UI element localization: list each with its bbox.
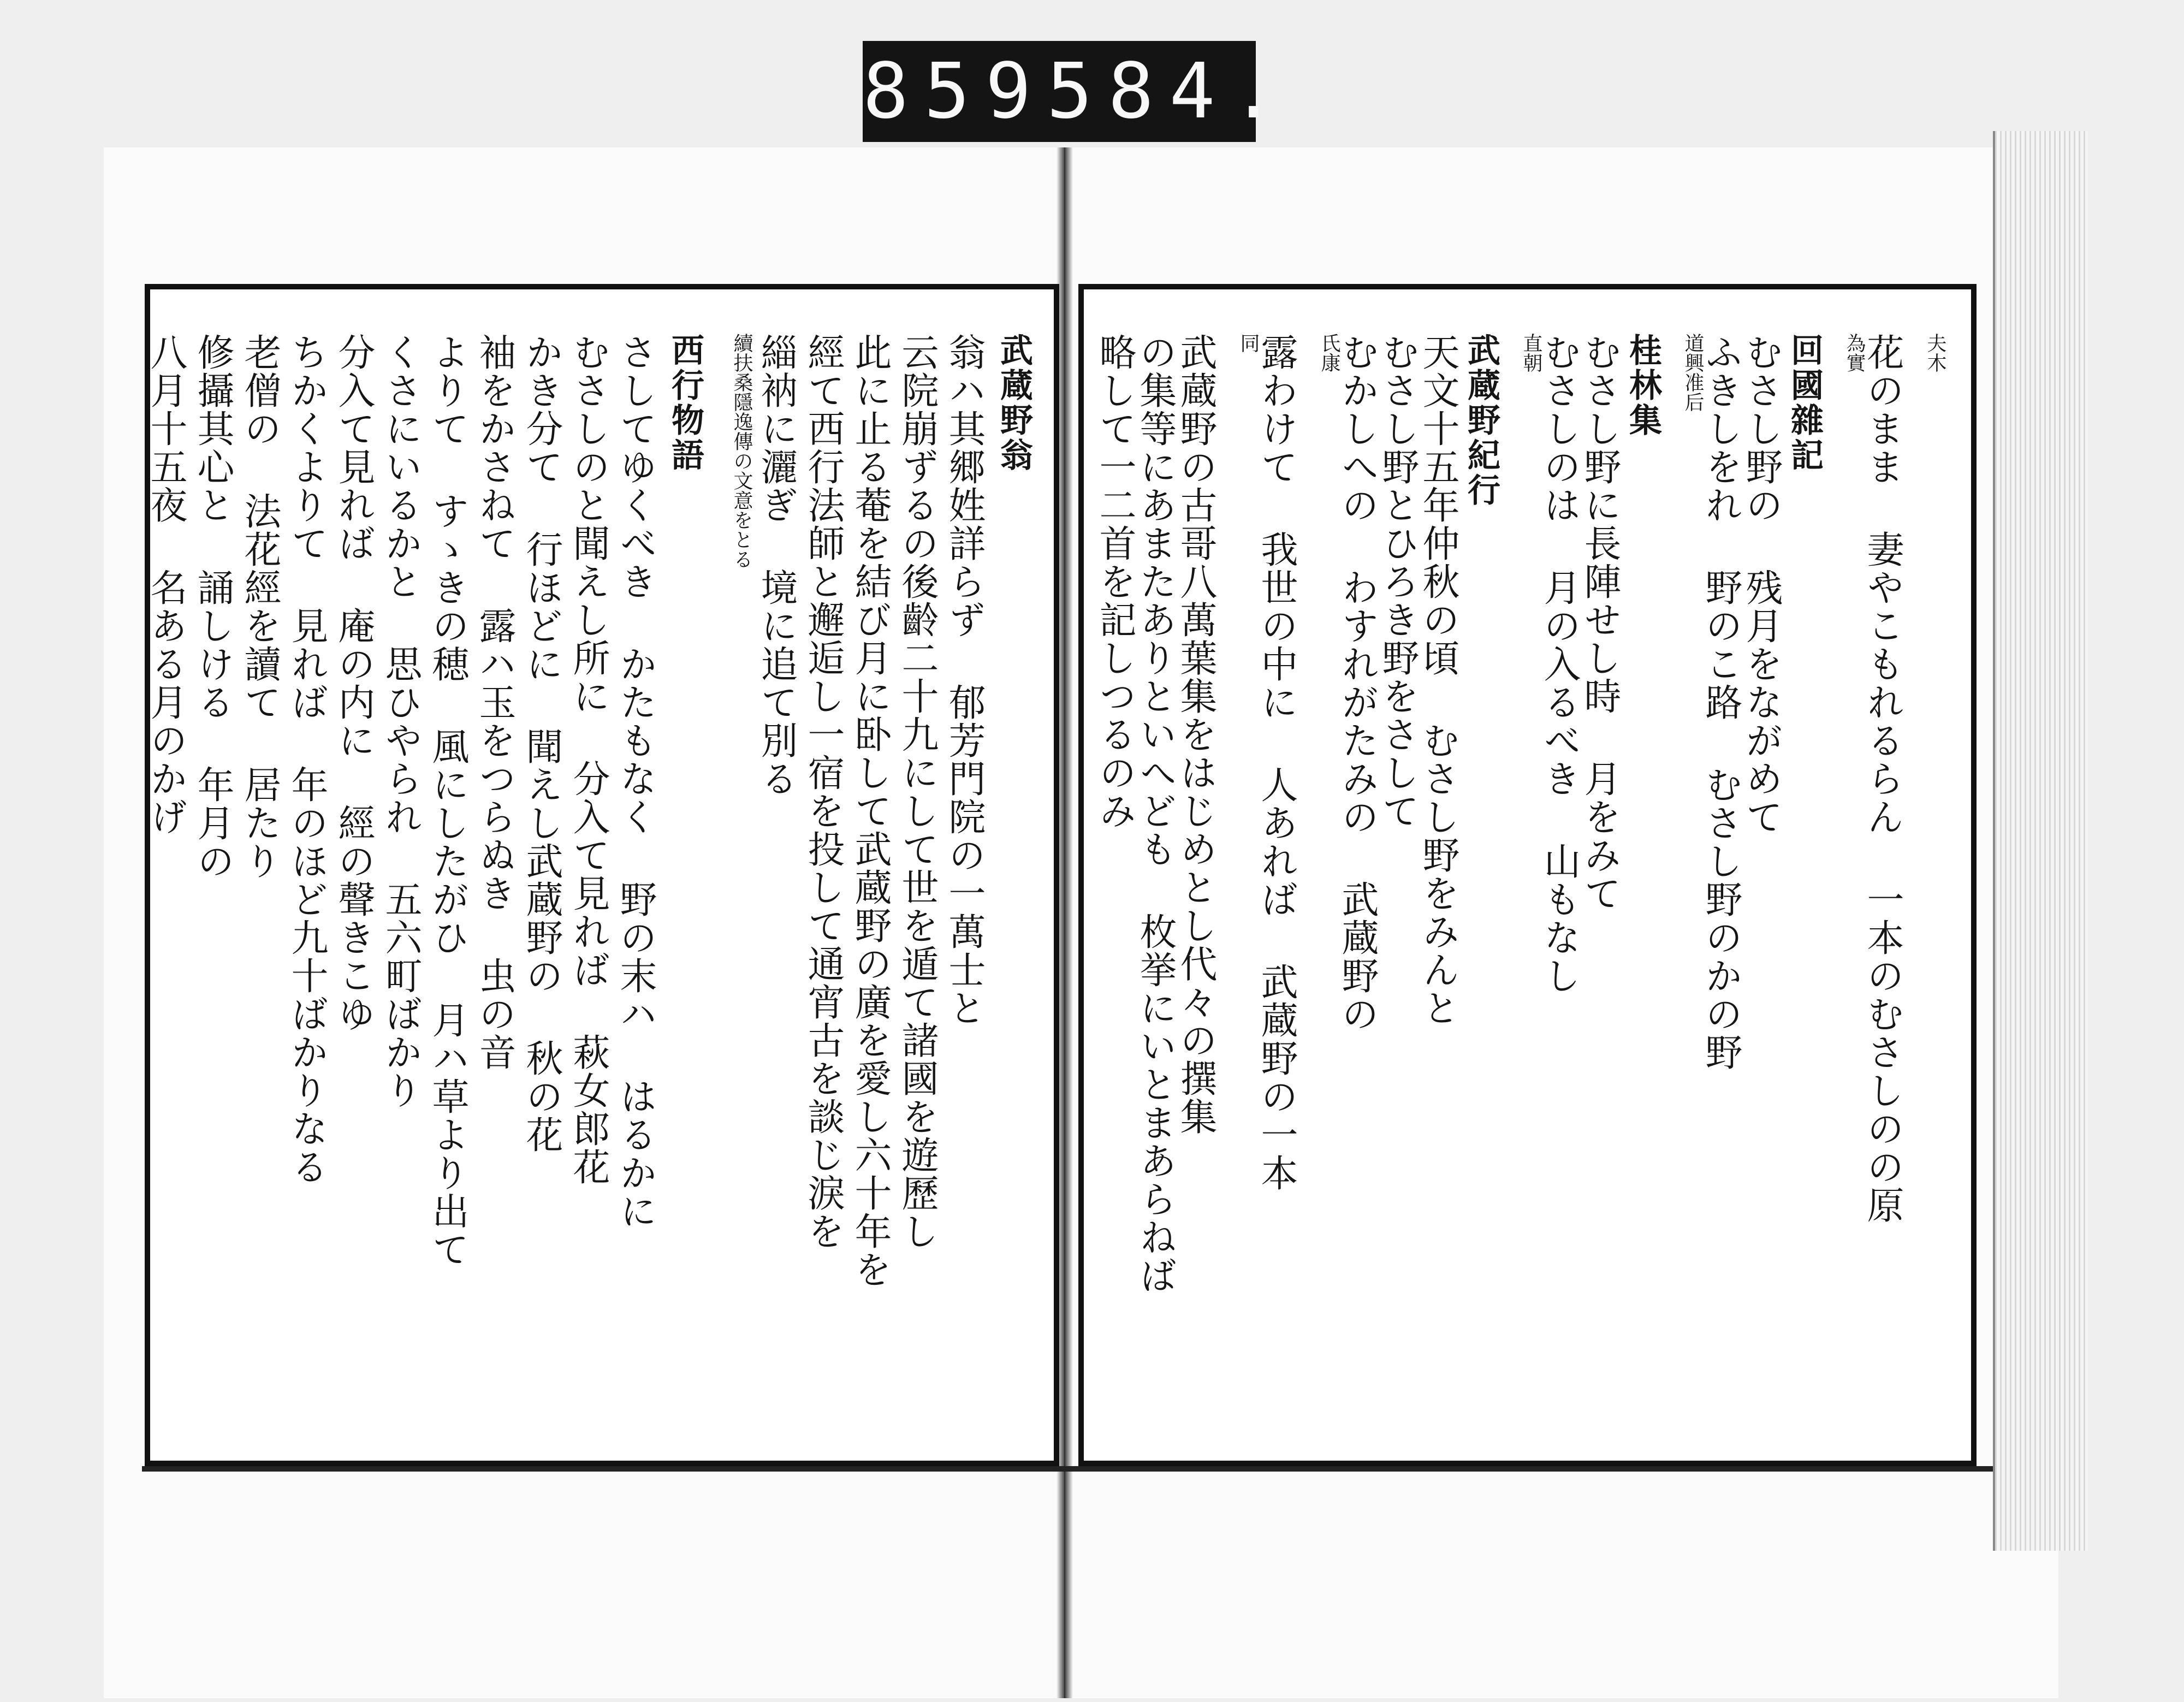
- right-page-column: 花のまま 妻やこもれるらん 一本のむさしのの原: [1861, 333, 1904, 1224]
- frame-counter: [863, 41, 1292, 142]
- right-page-column: 同: [1237, 333, 1260, 353]
- left-page-column: 袖をかさねて 露ハ玉をつらぬき 虫の音: [473, 333, 516, 1071]
- left-page-column: 武蔵野翁: [995, 333, 1033, 473]
- left-page-column: 緇衲に灑ぎ 境に追て別る: [755, 333, 798, 798]
- left-page-column: 翁ハ其郷姓詳らず 郁芳門院の一萬士と: [942, 333, 986, 1027]
- right-page-column: 為實: [1843, 333, 1866, 372]
- page-edges: [1993, 131, 2088, 1551]
- left-page-column: 云院崩ずるの後齡二十九にして世を遁て諸國を遊歷し: [895, 333, 939, 1250]
- bottom-rule: [142, 1466, 1993, 1472]
- left-page-column: むさしのと聞えし所に 分入て見れば 萩女郎花: [567, 333, 610, 1186]
- right-page-column: むかしへの わすれがたみの 武蔵野の: [1336, 333, 1379, 1033]
- right-page-column: 氏康: [1318, 333, 1340, 372]
- left-page-column: かき分て 行ほどに 聞えし武蔵野の 秋の花: [520, 333, 563, 1154]
- right-page-column: 回國雜記: [1785, 333, 1824, 473]
- left-page-column: 此に止る菴を結び月に卧して武蔵野の廣を愛し六十年を: [848, 333, 892, 1289]
- left-page-column: さしてゆくべき かたもなく 野の末ハ はるかに: [614, 333, 657, 1230]
- counter-right: 584.: [1046, 47, 1292, 136]
- right-page-column: 露わけて 我世の中に 人あれば 武蔵野の一本: [1255, 333, 1298, 1192]
- right-page-column: の集等にあまたありといへども 枚挙にいとまあらねば: [1133, 333, 1177, 1295]
- left-page-column: 分入て見れば 庵の内に 經の聲きこゆ: [332, 333, 375, 1033]
- right-page-column: 道興准后: [1682, 333, 1704, 412]
- right-page-frame: [1078, 284, 1977, 1466]
- right-page-column: むさし野の 残月をながめて: [1740, 333, 1783, 836]
- right-page-column: 天文十五年仲秋の頃 むさし野をみんと: [1416, 333, 1459, 1027]
- right-page-column: 武蔵野の古哥八萬葉集をはじめとし代々の撰集: [1174, 333, 1217, 1136]
- left-page-column: 西行物語: [666, 333, 704, 473]
- left-page-column: くさにいるかと 思ひやられ 五六町ばかり: [379, 333, 422, 1110]
- right-page-column: むさし野に長陣せし時 月をみて: [1578, 333, 1621, 912]
- right-page-column: 直朝: [1520, 333, 1542, 372]
- right-page-column: むさしのは 月の入るべき 山もなし: [1538, 333, 1581, 995]
- left-page-column: 修攝其心と 誦しける 年月の: [191, 333, 234, 880]
- right-page-column: 桂林集: [1624, 333, 1662, 438]
- left-page-column: 續扶桑隱逸傳の文意をとる: [731, 333, 753, 569]
- right-page-column: ふきしをれ 野のこ路 むさし野のかの野: [1699, 333, 1742, 1071]
- left-page-frame: [145, 284, 1059, 1466]
- left-page-column: 經て西行法師と邂逅し一宿を投して通宵古を談じ淚を: [802, 333, 845, 1250]
- right-page-column: むさし野とひろき野をさして: [1376, 333, 1419, 830]
- left-page-column: 老僧の 法花經を讀て 居たり: [238, 333, 281, 880]
- left-page-column: よりて すゝきの穂 風にしたがひ 月ハ草より出て: [426, 333, 469, 1268]
- right-page-column: 武蔵野紀行: [1462, 333, 1500, 508]
- left-page-column: ちかくよりて 見れば 年のほど九十ばかりなる: [285, 333, 328, 1186]
- right-page-column: 略して一二首を記しつるのみ: [1093, 333, 1136, 830]
- left-page-column: 八月十五夜 名ある月のかげ: [144, 333, 187, 836]
- right-page-column: 夫木: [1924, 333, 1946, 372]
- counter-left: 859: [863, 47, 1047, 136]
